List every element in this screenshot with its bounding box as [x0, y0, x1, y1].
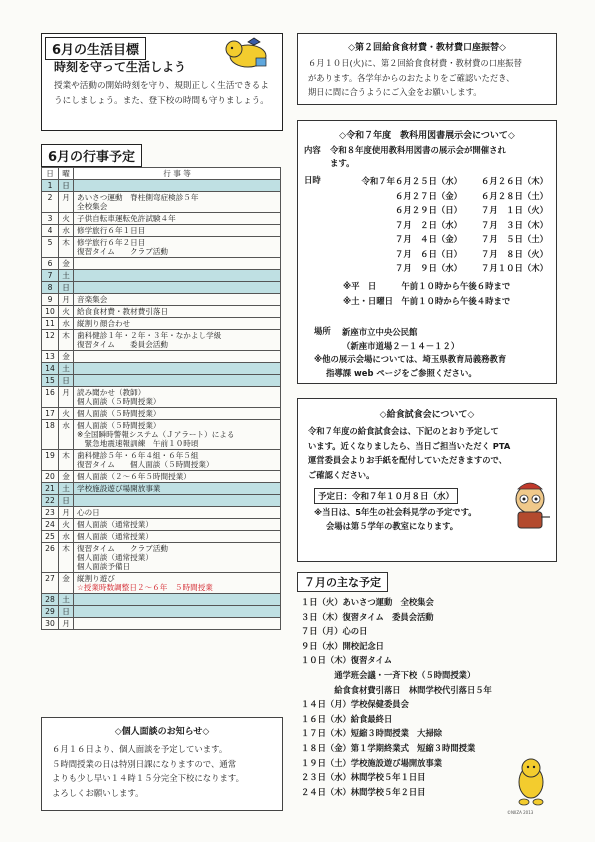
event-day: 21: [42, 483, 59, 495]
events-table: [41, 167, 281, 630]
event-text: [74, 258, 281, 270]
event-row: [42, 495, 281, 507]
interview-title: ◇個人面談のお知らせ◇: [114, 727, 210, 737]
event-line: 縦割り遊び: [77, 574, 115, 583]
tasting-line: ご確認ください。: [308, 469, 375, 480]
event-day: 16: [42, 387, 59, 408]
textbook-date-row: [330, 247, 550, 262]
event-line: 復習タイム 個人面談（５時間授業）: [77, 460, 214, 469]
event-day: 24: [42, 519, 59, 531]
event-weekday: 金: [59, 258, 74, 270]
event-line: 個人面談予備日: [77, 562, 131, 571]
july-item: １８日（金）第１学期終業式 短縮３時間授業: [301, 742, 476, 753]
event-weekday: 火: [59, 519, 74, 531]
event-text: [74, 594, 281, 606]
event-row: [42, 507, 281, 519]
textbook-date: ６月２６日（木）: [481, 176, 548, 186]
event-row: [42, 408, 281, 420]
event-line: 修学旅行６年２日目: [77, 238, 146, 247]
event-row: [42, 237, 281, 258]
event-weekday: 水: [59, 531, 74, 543]
july-item: １６日（水）給食最終日: [301, 713, 393, 724]
textbook-date-row: [330, 189, 550, 204]
july-item: ３日（木）復習タイム 委員会活動: [301, 611, 434, 622]
debit-text: [308, 56, 522, 100]
event-line: 復習タイム クラブ活動: [77, 247, 168, 256]
event-row: [42, 282, 281, 294]
event-day: 19: [42, 450, 59, 471]
event-day: 14: [42, 363, 59, 375]
textbook-content-label: 内容: [304, 145, 321, 155]
july-title: ７月の主な予定: [297, 572, 388, 592]
event-text: [74, 408, 281, 420]
event-text: [74, 363, 281, 375]
event-text: [74, 450, 281, 471]
tasting-note-line: 会場は第５学年の教室になります。: [326, 521, 459, 531]
event-day: 20: [42, 471, 59, 483]
event-text: [74, 531, 281, 543]
event-row: [42, 258, 281, 270]
event-weekday: 水: [59, 318, 74, 330]
event-day: 28: [42, 594, 59, 606]
event-day: 22: [42, 495, 59, 507]
july-item: １９日（土）学校施設遊び場開放事業: [301, 757, 443, 768]
event-day: 23: [42, 507, 59, 519]
debit-title: ◇第２回給食食材費・教材費口座振替◇: [348, 43, 506, 53]
monthly-goal-text: 授業や活動の開始時刻を守り、規則正しく生活できるようにしましょう。また、登下校の時間も守りましょう。: [54, 81, 269, 106]
event-day: 11: [42, 318, 59, 330]
event-day: 10: [42, 306, 59, 318]
event-row: [42, 387, 281, 408]
textbook-date-row: [330, 218, 550, 233]
interview-box: [41, 717, 283, 811]
event-row: [42, 606, 281, 618]
event-weekday: 金: [59, 471, 74, 483]
event-weekday: 月: [59, 618, 74, 630]
textbook-date: ７月 ８日（火）: [481, 248, 548, 259]
event-line: 個人面談（５時間授業）: [77, 421, 161, 430]
tasting-notes: [314, 505, 477, 533]
event-text: [74, 225, 281, 237]
mascot-illustration: [218, 36, 274, 70]
textbook-date: ７月 ９日（水）: [395, 263, 462, 273]
event-weekday: 土: [59, 594, 74, 606]
event-line: 個人面談（通常授業）: [77, 520, 153, 529]
textbook-date: ７月 ６日（日）: [395, 248, 462, 259]
event-weekday: 木: [59, 543, 74, 573]
july-item: １日（火）あいさつ運動 全校集会: [301, 597, 434, 607]
tasting-date: 予定日：令和７年１０月８日（水）: [314, 488, 458, 504]
interview-line: ６月１６日より、個人面談を予定しています。: [52, 744, 228, 754]
textbook-date-row: [330, 203, 550, 218]
event-weekday: 火: [59, 213, 74, 225]
textbook-content-line: 令和８年度使用教科用図書の展示会が開催され: [330, 145, 506, 155]
textbook-date: ７月 １日（火）: [481, 205, 548, 215]
event-line: 読み聞かせ（教師）: [77, 388, 146, 397]
event-text: [74, 471, 281, 483]
event-text: [74, 180, 281, 192]
event-text: [74, 270, 281, 282]
textbook-date-row: [330, 232, 550, 247]
event-weekday: 火: [59, 408, 74, 420]
event-day: 3: [42, 213, 59, 225]
event-text: [74, 420, 281, 450]
debit-line: ６月１０日(火)に、第２回給食食材費・教材費の口座振替: [308, 58, 522, 68]
event-row: [42, 519, 281, 531]
textbook-date: ７月 ３日（木）: [481, 219, 548, 230]
textbook-hours-line: ※土・日曜日 午前１０時から午後４時まで: [343, 295, 511, 306]
textbook-date: ７月 ５日（土）: [481, 234, 548, 244]
event-line: 個人面談（５時間授業）: [77, 409, 161, 418]
event-line: ※全国瞬時警報システム（Ｊアラート）による: [77, 430, 235, 439]
july-item: ２４日（木）林間学校５年２日目: [301, 786, 426, 797]
textbook-date: ７月 ４日（金）: [395, 234, 462, 244]
event-row: [42, 420, 281, 450]
event-day: 15: [42, 375, 59, 387]
event-line-highlight: ☆授業時数調整日２～６年 ５時間授業: [77, 583, 213, 592]
event-row: [42, 450, 281, 471]
event-weekday: 月: [59, 507, 74, 519]
event-line: 復習タイム 委員会活動: [77, 340, 168, 349]
debit-line: 期日に間に合うようにご入金をお願いします。: [308, 87, 482, 97]
monthly-goal-title: 6月の生活目標: [45, 37, 146, 60]
event-weekday: 金: [59, 573, 74, 594]
monthly-goal-headline: 時刻を守って生活しよう: [54, 60, 187, 74]
event-weekday: 日: [59, 606, 74, 618]
event-day: 18: [42, 420, 59, 450]
event-weekday: 日: [59, 180, 74, 192]
textbook-hours-line: ※平 日 午前１０時から午後６時まで: [343, 281, 511, 291]
event-line: 音楽集会: [77, 295, 108, 304]
credit-text: ©NIIZA 2013: [507, 810, 534, 815]
tasting-text: [308, 424, 510, 482]
tasting-line: います。近くなりましたら、当日ご担当いただく PTA: [308, 440, 511, 451]
event-row: [42, 594, 281, 606]
event-text: [74, 483, 281, 495]
event-weekday: 木: [59, 330, 74, 351]
event-line: 縦割り顔合わせ: [77, 319, 131, 328]
event-line: 個人面談（通常授業）: [77, 553, 153, 562]
event-line: 子供自転車運転免許試験４年: [77, 214, 176, 223]
event-row: [42, 318, 281, 330]
event-row: [42, 483, 281, 495]
event-text: [74, 294, 281, 306]
event-row: [42, 573, 281, 594]
event-line: 個人面談（５時間授業）: [77, 397, 161, 406]
tasting-box: [297, 398, 557, 562]
event-weekday: 土: [59, 270, 74, 282]
event-row: [42, 531, 281, 543]
event-day: 5: [42, 237, 59, 258]
event-text: [74, 282, 281, 294]
event-text: [74, 237, 281, 258]
tasting-title: ◇給食試食会について◇: [379, 410, 475, 420]
event-row: [42, 294, 281, 306]
event-weekday: 木: [59, 237, 74, 258]
textbook-place: [342, 325, 459, 353]
event-line: 修学旅行６年１日目: [77, 226, 146, 235]
event-weekday: 月: [59, 294, 74, 306]
event-weekday: 火: [59, 306, 74, 318]
textbook-date: ７月１０日（木）: [481, 263, 548, 273]
event-weekday: 日: [59, 375, 74, 387]
event-text: [74, 330, 281, 351]
event-weekday: 水: [59, 420, 74, 450]
event-row: [42, 618, 281, 630]
event-day: 6: [42, 258, 59, 270]
event-line: 個人面談（通常授業）: [77, 532, 153, 541]
event-row: [42, 270, 281, 282]
event-text: [74, 606, 281, 618]
event-weekday: 日: [59, 495, 74, 507]
event-text: [74, 519, 281, 531]
textbook-place-name: 新座市立中央公民館: [342, 327, 418, 337]
event-text: [74, 318, 281, 330]
event-text: [74, 618, 281, 630]
textbook-content-line: ます。: [330, 158, 355, 168]
events-table-wrap: [41, 167, 281, 630]
textbook-date: 令和７年６月２５日（水）: [361, 176, 462, 186]
textbook-title: ◇令和７年度 教科用図書展示会について◇: [339, 131, 515, 141]
event-day: 1: [42, 180, 59, 192]
july-item: 通学班会議・一斉下校（５時間授業）: [301, 669, 476, 680]
event-row: [42, 375, 281, 387]
event-row: [42, 471, 281, 483]
event-line: 緊急地震速報訓練 午前１０時頃: [77, 439, 199, 448]
july-list: [301, 595, 506, 799]
tasting-line: 運営委員会よりお手紙を配付していただきますので、: [308, 455, 507, 465]
event-line: 全校集会: [77, 202, 108, 211]
event-text: [74, 543, 281, 573]
events-title: 6月の行事予定: [41, 144, 142, 167]
events-header-events: 行 事 等: [74, 168, 281, 180]
event-text: [74, 507, 281, 519]
event-weekday: 水: [59, 225, 74, 237]
event-row: [42, 363, 281, 375]
event-day: 30: [42, 618, 59, 630]
event-line: 歯科健診５年・６年４組・６年５組: [77, 451, 199, 460]
tasting-note-line: ※当日は、5年生の社会科見学の予定です。: [314, 507, 477, 517]
textbook-place-label: 場所: [314, 326, 331, 336]
textbook-dates-label: 日時: [304, 175, 321, 185]
event-text: [74, 387, 281, 408]
event-day: 9: [42, 294, 59, 306]
event-day: 27: [42, 573, 59, 594]
event-line: 歯科健診１年・２年・３年・なかよし学級: [77, 331, 222, 340]
textbook-date: ７月 ２日（水）: [395, 219, 462, 230]
textbook-date: ６月２８日（土）: [481, 190, 548, 201]
event-text: [74, 495, 281, 507]
event-text: [74, 375, 281, 387]
event-text: [74, 351, 281, 363]
interview-line: よりも少し早い１４時１５分完全下校になります。: [52, 773, 244, 783]
event-weekday: 月: [59, 387, 74, 408]
textbook-date-row: [330, 174, 550, 189]
event-line: あいさつ運動 脊柱側弯症検診５年: [77, 193, 199, 202]
event-line: 個人面談（２～６年５時間授業）: [77, 472, 191, 481]
event-row: [42, 543, 281, 573]
textbook-date-row: [330, 261, 550, 276]
july-item: ９日（水）開校記念日: [301, 640, 384, 651]
monthly-goal-box: [41, 33, 283, 131]
event-row: [42, 306, 281, 318]
event-text: [74, 306, 281, 318]
event-row: [42, 330, 281, 351]
events-header-weekday: 曜: [59, 168, 74, 180]
textbook-content: [330, 144, 506, 170]
debit-line: があります。各学年からのおたよりをご確認いただき、: [308, 72, 515, 83]
event-day: 26: [42, 543, 59, 573]
event-day: 12: [42, 330, 59, 351]
textbook-exhibition-box: [297, 120, 557, 384]
event-row: [42, 213, 281, 225]
event-row: [42, 192, 281, 213]
july-item: 給食食材費引落日 林間学校代引落日５年: [301, 684, 492, 695]
event-day: 7: [42, 270, 59, 282]
textbook-place-address: （新座市道場２－１４－１２）: [342, 341, 460, 351]
textbook-other-line: 指導課 web ページをご参照ください。: [326, 367, 477, 378]
event-weekday: 土: [59, 363, 74, 375]
event-weekday: 木: [59, 450, 74, 471]
textbook-other-line: ※他の展示会場については、埼玉県教育局義務教育: [314, 354, 507, 364]
event-day: 13: [42, 351, 59, 363]
debit-box: [297, 33, 557, 105]
july-item: ２３日（水）林間学校５年１日目: [301, 772, 426, 783]
event-line: 給食食材費・教材費引落日: [77, 307, 169, 316]
july-item: １４日（月）学校保健委員会: [301, 699, 409, 710]
event-line: 心の日: [77, 508, 100, 517]
textbook-dates: [330, 174, 550, 276]
chef-mascot-illustration: [508, 481, 552, 533]
tasting-line: 令和７年度の給食試食会は、下記のとおり予定して: [308, 426, 499, 436]
july-item: １７日（木）短縮３時間授業 大掃除: [301, 728, 443, 739]
interview-line: よろしくお願いします。: [52, 787, 144, 798]
event-day: 8: [42, 282, 59, 294]
event-text: [74, 573, 281, 594]
event-row: [42, 225, 281, 237]
july-schedule-box: [297, 572, 555, 815]
event-text: [74, 213, 281, 225]
event-weekday: 金: [59, 351, 74, 363]
event-line: 復習タイム クラブ活動: [77, 544, 168, 553]
event-text: [74, 192, 281, 213]
event-row: [42, 351, 281, 363]
interview-line: ５時間授業の日は特別日課になりますので、通常: [52, 758, 237, 769]
textbook-date: ６月２７日（金）: [395, 190, 462, 201]
textbook-date: ６月２９日（日）: [395, 205, 462, 215]
event-row: [42, 180, 281, 192]
event-weekday: 土: [59, 483, 74, 495]
july-item: １０日（木）復習タイム: [301, 655, 393, 666]
event-weekday: 日: [59, 282, 74, 294]
event-weekday: 月: [59, 192, 74, 213]
event-day: 17: [42, 408, 59, 420]
event-day: 2: [42, 192, 59, 213]
events-header-day: 日: [42, 168, 59, 180]
textbook-hours: [343, 279, 510, 308]
mascot-illustration-bottom: [509, 754, 553, 810]
event-day: 4: [42, 225, 59, 237]
july-item: ７日（月）心の日: [301, 626, 368, 637]
interview-text: [52, 742, 244, 800]
event-line: 学校施設遊び場開放事業: [77, 484, 161, 493]
textbook-other: [314, 353, 506, 380]
event-day: 29: [42, 606, 59, 618]
event-day: 25: [42, 531, 59, 543]
